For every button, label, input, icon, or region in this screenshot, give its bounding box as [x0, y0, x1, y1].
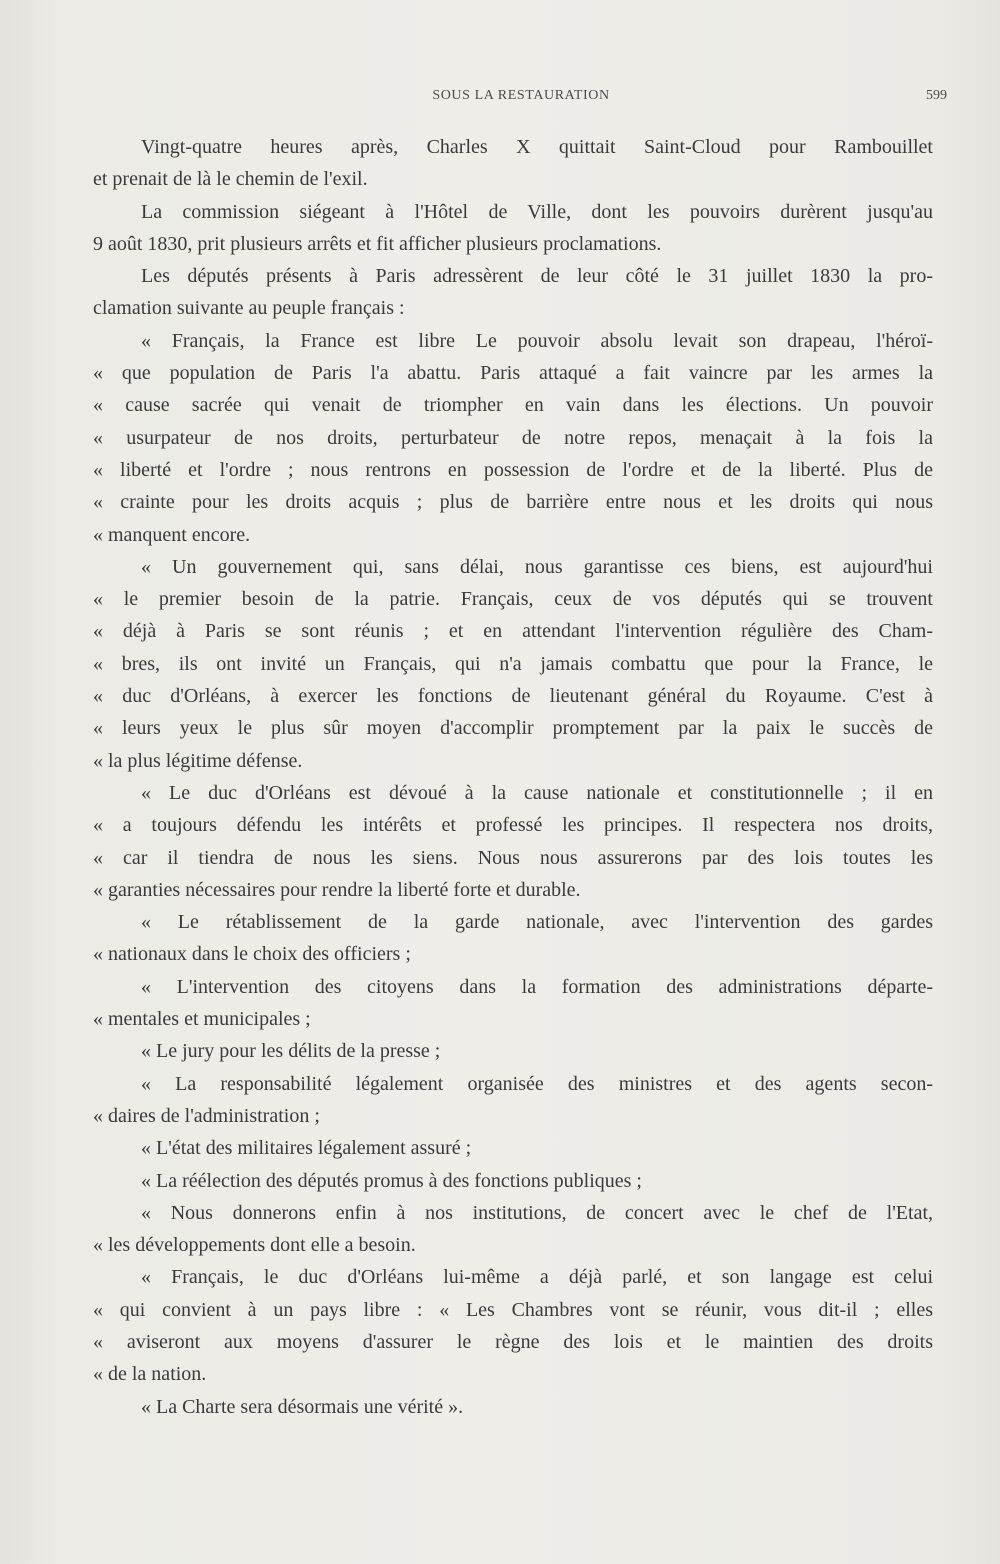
text-line: « car il tiendra de nous les siens. Nous nous assurerons par des lois toutes les [93, 846, 933, 869]
text-line: « L'état des militaires légalement assuré ; [141, 1137, 472, 1160]
text-line: « daires de l'administration ; [93, 1104, 320, 1127]
text-line: Vingt-quatre heures après, Charles X quittait Saint-Cloud pour Rambouillet [141, 136, 933, 158]
text-line: « Français, la France est libre Le pouvoir absolu levait son drapeau, l'héroï- [141, 329, 933, 352]
text-line: clamation suivante au peuple français : [93, 297, 405, 320]
text-line: « a toujours défendu les intérêts et professé les principes. Il respectera nos droits, [93, 814, 933, 837]
text-line: « Le jury pour les délits de la presse ; [141, 1040, 441, 1063]
text-line: « aviseront aux moyens d'assurer le règne des lois et le maintien des droits [93, 1330, 933, 1353]
text-line: « manquent encore. [93, 523, 251, 546]
text-line: 9 août 1830, prit plusieurs arrêts et fit afficher plusieurs proclamations. [93, 232, 662, 255]
text-line: « usurpateur de nos droits, perturbateur de notre repos, menaçait à la fois la [93, 426, 933, 449]
text-line: « que population de Paris l'a abattu. Paris attaqué a fait vaincre par les armes la [93, 362, 933, 385]
text-line: « la plus légitime défense. [93, 749, 303, 772]
text-line: « L'intervention des citoyens dans la formation des administrations départe- [141, 975, 933, 998]
page-number: 599 [926, 88, 947, 103]
text-line: « leurs yeux le plus sûr moyen d'accomplir promptement par la paix le succès de [93, 717, 933, 740]
text-line: « La Charte sera désormais une vérité ». [141, 1395, 464, 1418]
text-line: « Français, le duc d'Orléans lui-même a déjà parlé, et son langage est celui [141, 1266, 933, 1289]
text-line: « de la nation. [93, 1363, 207, 1386]
text-line: « qui convient à un pays libre : « Les Chambres vont se réunir, vous dit-il ; elles [93, 1298, 933, 1321]
text-line: « Le duc d'Orléans est dévoué à la cause nationale et constitutionnelle ; il en [141, 781, 933, 804]
text-line: « Un gouvernement qui, sans délai, nous garantisse ces biens, est aujourd'hui [141, 555, 933, 578]
page-header [95, 88, 947, 112]
text-line: « nationaux dans le choix des officiers ; [93, 943, 411, 966]
text-line: « le premier besoin de la patrie. Français, ceux de vos députés qui se trouvent [93, 588, 933, 611]
text-line: « bres, ils ont invité un Français, qui n'a jamais combattu que pour la France, le [93, 652, 933, 675]
text-line: La commission siégeant à l'Hôtel de Ville, dont les pouvoirs durèrent jusqu'au [141, 200, 933, 223]
text-line: « mentales et municipales ; [93, 1008, 311, 1031]
text-line: « cause sacrée qui venait de triompher en vain dans les élections. Un pouvoir [93, 394, 933, 417]
text-line: « crainte pour les droits acquis ; plus de barrière entre nous et les droits qui nous [93, 491, 933, 514]
running-title: SOUS LA RESTAURATION [432, 88, 610, 103]
text-line: « déjà à Paris se sont réunis ; et en attendant l'intervention régulière des Cham- [93, 620, 933, 643]
body-text [93, 131, 933, 1423]
text-line: et prenait de là le chemin de l'exil. [93, 168, 368, 191]
text-line: « garanties nécessaires pour rendre la liberté forte et durable. [93, 878, 581, 901]
text-line: « liberté et l'ordre ; nous rentrons en possession de l'ordre et de la liberté. Plus de [93, 458, 933, 481]
text-line: « Nous donnerons enfin à nos institutions, de concert avec le chef de l'Etat, [141, 1201, 933, 1224]
text-line: « les développements dont elle a besoin. [93, 1234, 416, 1257]
text-line: « La réélection des députés promus à des fonctions publiques ; [141, 1169, 642, 1192]
text-line: « Le rétablissement de la garde nationale, avec l'intervention des gardes [141, 911, 933, 934]
text-line: Les députés présents à Paris adressèrent de leur côté le 31 juillet 1830 la pro- [141, 265, 933, 288]
text-line: « La responsabilité légalement organisée des ministres et des agents secon- [141, 1072, 933, 1095]
text-line: « duc d'Orléans, à exercer les fonctions de lieutenant général du Royaume. C'est à [93, 685, 933, 708]
